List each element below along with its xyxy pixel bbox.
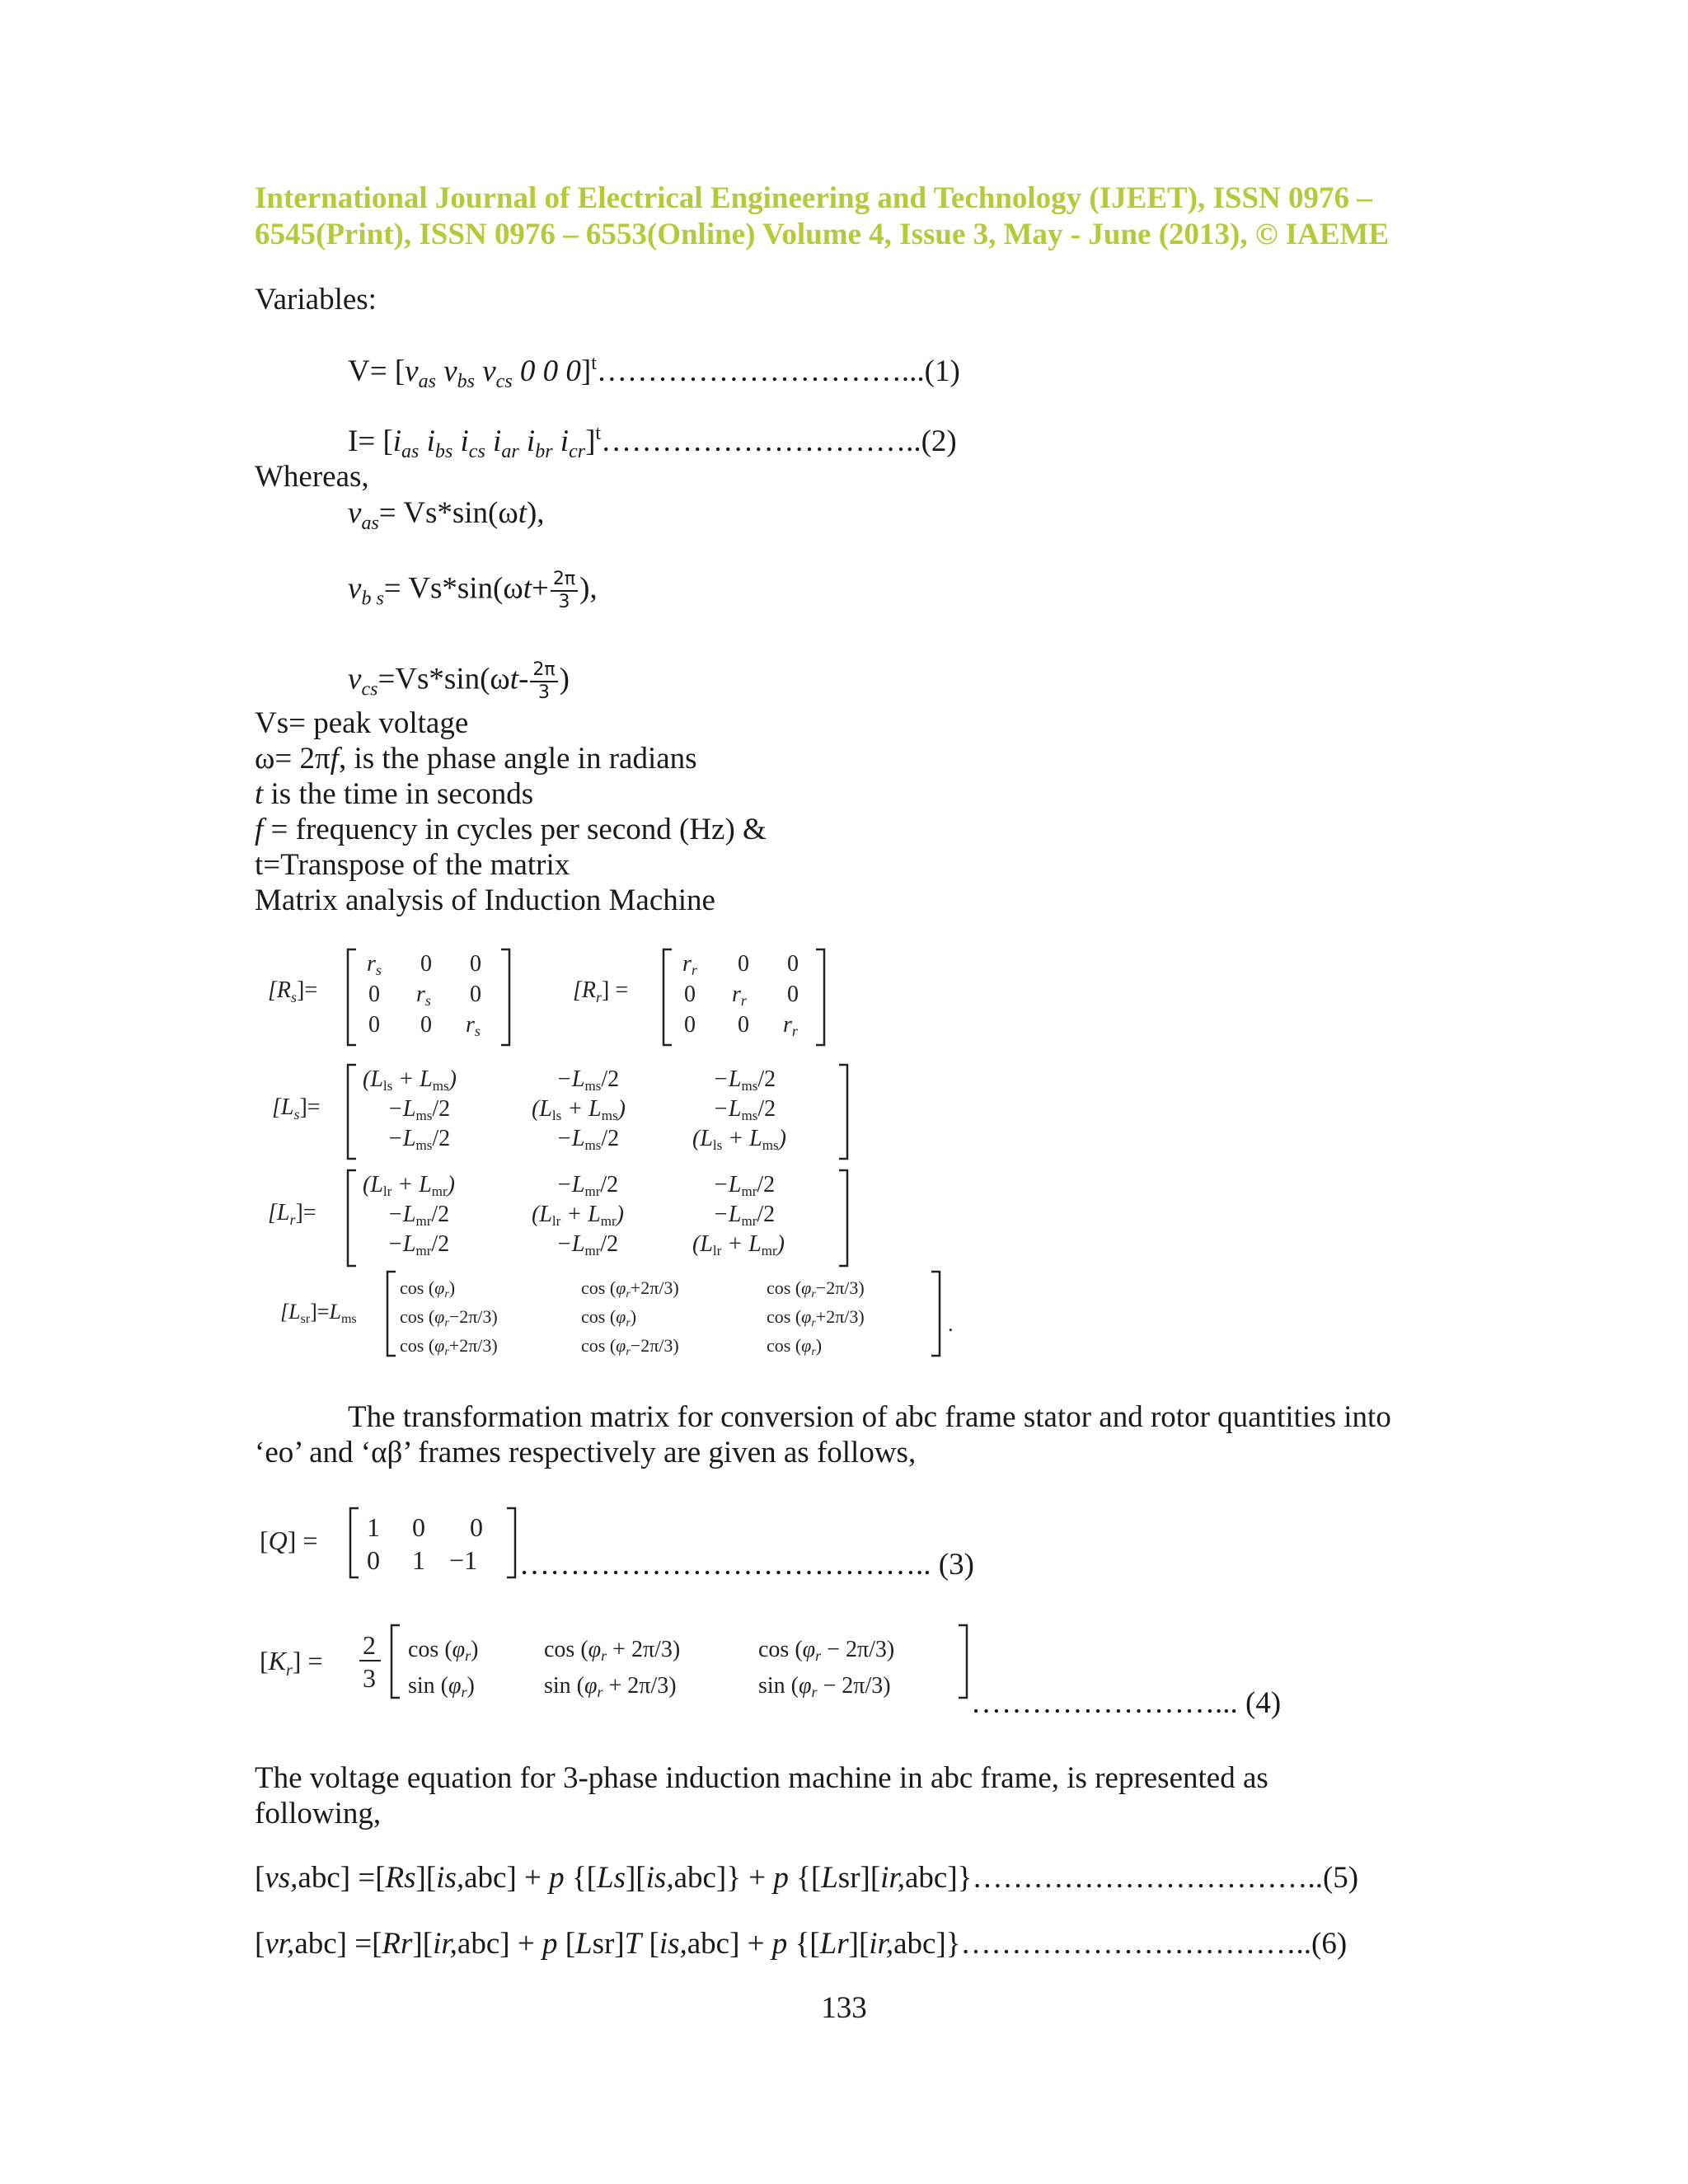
journal-header-line-1: International Journal of Electrical Engineering and Technology (IJEET), ISSN 0976 – — [255, 181, 1372, 215]
svg-text:0: 0 — [368, 1012, 380, 1038]
svg-text:cos (φr): cos (φr) — [581, 1306, 637, 1329]
svg-text:0: 0 — [470, 982, 481, 1007]
svg-text:(Lls + Lms): (Lls + Lms) — [363, 1066, 457, 1094]
svg-text:cos (φr−2π/3): cos (φr−2π/3) — [400, 1306, 498, 1329]
svg-text:rr: rr — [732, 982, 747, 1009]
svg-text:cos (φr − 2π/3): cos (φr − 2π/3) — [758, 1637, 895, 1664]
equation-5: [vs,abc] =[Rs][is,abc] + p {[Ls][is,abc]} + p {[Lsr][ir,abc]}……………………………..(5) — [255, 1861, 1359, 1895]
machine-matrices-figure — [256, 940, 964, 1360]
svg-text:0: 0 — [412, 1512, 425, 1542]
svg-text:cos (φr): cos (φr) — [400, 1277, 456, 1301]
svg-text:−Lms/2: −Lms/2 — [713, 1096, 776, 1123]
svg-text:2: 2 — [363, 1630, 376, 1660]
ls-label: $[L_s]=$ — [272, 1094, 321, 1122]
svg-text:(Llr + Lmr): (Llr + Lmr) — [363, 1172, 455, 1199]
svg-text:1: 1 — [412, 1545, 425, 1575]
svg-text:(Lls + Lms): (Lls + Lms) — [692, 1126, 786, 1153]
lsr-label: [Lsr]=Lms — [280, 1300, 357, 1326]
svg-text:cos (φr+2π/3): cos (φr+2π/3) — [400, 1335, 498, 1358]
svg-text:3: 3 — [363, 1663, 376, 1693]
two-pi-over-three-fraction: $\frac{2\pi}{3}$ — [551, 569, 578, 613]
svg-text:cos (φr): cos (φr) — [408, 1637, 479, 1664]
svg-text:sin (φr + 2π/3): sin (φr + 2π/3) — [544, 1673, 677, 1700]
svg-text:0: 0 — [470, 1512, 483, 1542]
svg-text:rr: rr — [682, 951, 697, 978]
page-number: 133 — [821, 1991, 867, 2025]
svg-text:cos (φr + 2π/3): cos (φr + 2π/3) — [544, 1637, 681, 1664]
kr-matrix — [256, 1617, 973, 1708]
rs-label: $[R_s]=$ — [268, 977, 318, 1005]
voltage-paragraph-line-1: The voltage equation for 3-phase induction machine in abc frame, is represented as — [255, 1761, 1268, 1795]
svg-text:−Lms/2: −Lms/2 — [556, 1066, 620, 1094]
svg-text:[Q] =: [Q] = — [260, 1526, 318, 1555]
svg-text:0: 0 — [738, 951, 749, 977]
svg-text:−Lmr/2: −Lmr/2 — [556, 1172, 619, 1199]
transformation-paragraph-line-1: The transformation matrix for conversion of abc frame stator and rotor quantities into — [348, 1400, 1391, 1434]
journal-header-line-2: 6545(Print), ISSN 0976 – 6553(Online) Volume 4, Issue 3, May - June (2013), © IAEME — [255, 218, 1390, 251]
equation-3-number: ………………………………….. (3) — [519, 1548, 974, 1582]
vcs-equation: $v_{cs}=Vs*\sin(\omega t-$ $\frac{2\pi}{3}$ ) — [348, 659, 570, 703]
svg-text:−Lmr/2: −Lmr/2 — [713, 1202, 776, 1229]
svg-text:−Lmr/2: −Lmr/2 — [556, 1231, 619, 1258]
svg-text:cos (φr): cos (φr) — [767, 1335, 823, 1358]
voltage-paragraph-line-2: following, — [255, 1797, 382, 1830]
svg-text:0: 0 — [367, 1545, 380, 1575]
whereas-label: Whereas, — [255, 460, 369, 494]
lr-label: $[L_r]=$ — [268, 1200, 316, 1228]
svg-text:0: 0 — [787, 982, 799, 1007]
svg-text:(Llr + Lmr): (Llr + Lmr) — [692, 1231, 785, 1258]
two-pi-over-three-fraction: $\frac{2\pi}{3}$ — [530, 659, 557, 704]
svg-text:rs: rs — [466, 1012, 481, 1039]
svg-text:0: 0 — [368, 982, 380, 1007]
svg-text:0: 0 — [420, 951, 432, 977]
svg-text:0: 0 — [684, 982, 696, 1007]
variables-label: Variables: — [255, 283, 377, 316]
definition-f: f = frequency in cycles per second (Hz) & — [255, 813, 767, 846]
svg-text:0: 0 — [420, 1012, 432, 1038]
svg-text:−1: −1 — [449, 1545, 478, 1575]
equation-4-number: ……………………... (4) — [971, 1686, 1282, 1720]
svg-text:0: 0 — [470, 951, 481, 977]
svg-text:−Lmr/2: −Lmr/2 — [387, 1202, 450, 1229]
svg-text:−Lmr/2: −Lmr/2 — [713, 1172, 776, 1199]
svg-text:[Kr] =: $[K_r]$ = — [260, 1646, 323, 1680]
svg-text:sin (φr): sin (φr) — [408, 1673, 475, 1700]
svg-text:cos (φr−2π/3): cos (φr−2π/3) — [581, 1335, 679, 1358]
definition-t: t is the time in seconds — [255, 777, 534, 811]
svg-text:rs: rs — [416, 982, 431, 1009]
vas-equation: $v_{as}= Vs*\sin(\omega t)$, — [348, 496, 545, 534]
equation-6: [vr,abc] =[Rr][ir,abc] + p [Lsr]T [is,abc] + p {[Lr][ir,abc]}……………………………..(6) — [255, 1927, 1348, 1961]
equation-2: $I= [i_{as}$ $i_{bs}$ $i_{cs}$ $i_{ar}$ $i_{br}$ $i_{cr}]^t\dots\dots\dots\dots\dots\dots\dots\dots\dots\dots..(2)$ — [348, 423, 957, 462]
q-matrix — [256, 1502, 519, 1584]
svg-text:0: 0 — [738, 1012, 749, 1038]
definition-vs: Vs= peak voltage — [255, 706, 469, 740]
svg-text:1: 1 — [367, 1512, 380, 1542]
svg-text:rr: rr — [783, 1012, 798, 1039]
svg-text:−Lms/2: −Lms/2 — [556, 1126, 620, 1153]
rr-label: $[R_r]$ = — [573, 977, 629, 1005]
transformation-paragraph-line-2: ‘eo’ and ‘αβ’ frames respectively are given as follows, — [255, 1436, 917, 1469]
svg-text:−Lms/2: −Lms/2 — [387, 1126, 451, 1153]
svg-text:0: 0 — [684, 1012, 696, 1038]
svg-text:.: . — [948, 1312, 954, 1336]
svg-text:0: 0 — [787, 951, 799, 977]
svg-text:rs: rs — [367, 951, 382, 978]
svg-text:(Llr + Lmr): (Llr + Lmr) — [532, 1202, 624, 1229]
svg-text:cos (φr+2π/3): cos (φr+2π/3) — [767, 1306, 865, 1329]
equation-1: $V= [v_{as}$ $v_{bs}$ $v_{cs}$ 0 0 0]$^t$…………………………...(1) — [348, 353, 960, 392]
vbs-equation: $v_{b s}= Vs*\sin(\omega t+$ $\frac{2\pi}{3}$ ), — [348, 569, 598, 612]
definition-omega: ω= 2πf, is the phase angle in radians — [255, 742, 697, 776]
svg-text:cos (φr+2π/3): cos (φr+2π/3) — [581, 1277, 679, 1301]
svg-text:cos (φr−2π/3): cos (φr−2π/3) — [767, 1277, 865, 1301]
svg-text:(Lls + Lms): (Lls + Lms) — [532, 1096, 626, 1123]
matrix-analysis-heading: Matrix analysis of Induction Machine — [255, 883, 715, 917]
svg-text:−Lms/2: −Lms/2 — [713, 1066, 776, 1094]
svg-text:−Lmr/2: −Lmr/2 — [387, 1231, 450, 1258]
svg-text:−Lms/2: −Lms/2 — [387, 1096, 451, 1123]
svg-text:sin (φr − 2π/3): sin (φr − 2π/3) — [758, 1673, 891, 1700]
definition-transpose: t=Transpose of the matrix — [255, 848, 570, 882]
